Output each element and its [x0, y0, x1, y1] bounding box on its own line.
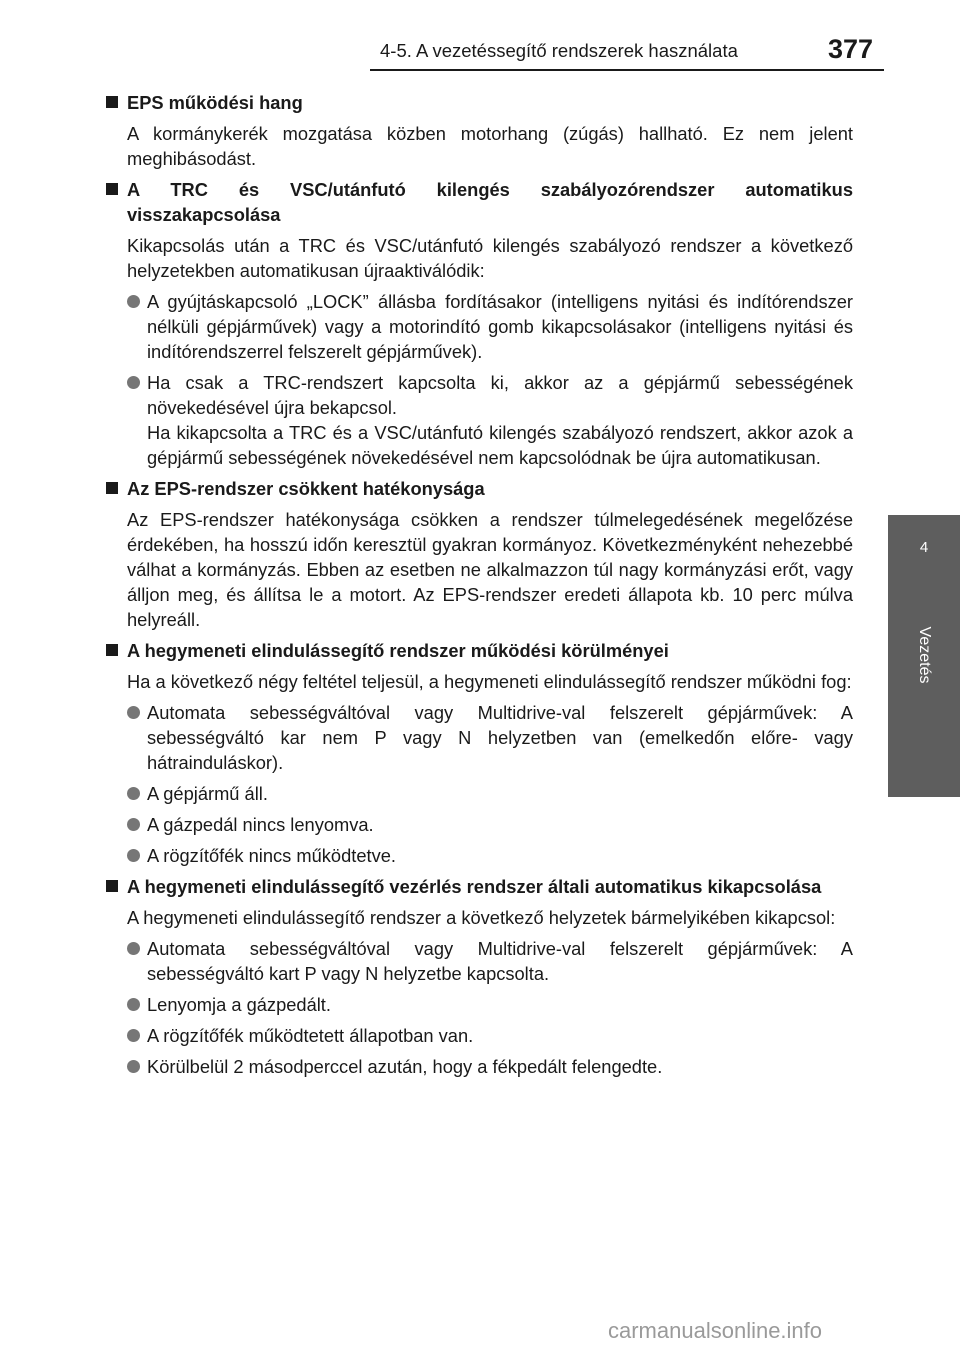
section-heading-text: Az EPS-rendszer csökkent hatékonysága: [127, 478, 485, 499]
circle-bullet-icon: [127, 1029, 140, 1042]
bullet-item: [106, 936, 853, 986]
chapter-label: Vezetés: [916, 626, 933, 684]
bullet-item: [106, 812, 853, 837]
bullet-item: [106, 843, 853, 868]
text-line: A gázpedál nincs lenyomva.: [147, 814, 374, 835]
text-line: Automata sebességváltóval vagy Multidrive-val felszerelt gépjárművek: A sebességváltó kar nem P vagy N helyzetben van (emelkedőn előre- vagy hátrainduláskor).: [147, 702, 853, 773]
paragraph: [106, 905, 853, 930]
watermark: carmanualsonline.info: [608, 1318, 823, 1343]
circle-bullet-icon: [127, 942, 140, 955]
circle-bullet-icon: [127, 295, 140, 308]
bullet-item: [106, 370, 853, 470]
bullet-item: [106, 700, 853, 775]
text-line: Lenyomja a gázpedált.: [147, 994, 331, 1015]
section: [106, 638, 853, 868]
square-bullet-icon: [106, 482, 118, 494]
paragraph: [106, 121, 853, 171]
page-header: [0, 0, 880, 66]
section: [106, 476, 853, 632]
text-line: Kikapcsolás után a TRC és VSC/utánfutó kilengés szabályozó rendszer a következő helyzetekben automatikusan újraaktiválódik:: [127, 235, 853, 281]
section: [106, 90, 853, 171]
section-heading: [106, 476, 853, 501]
chapter-title: 4-5. A vezetéssegítő rendszerek használata: [380, 40, 738, 61]
circle-bullet-icon: [127, 706, 140, 719]
section-heading-text: A hegymeneti elindulássegítő rendszer működési körülményei: [127, 640, 669, 661]
circle-bullet-icon: [127, 849, 140, 862]
text-line: A kormánykerék mozgatása közben motorhang (zúgás) hallható. Ez nem jelent meghibásodást.: [127, 123, 853, 169]
square-bullet-icon: [106, 96, 118, 108]
section: [106, 874, 853, 1079]
circle-bullet-icon: [127, 787, 140, 800]
section-heading-text: A hegymeneti elindulássegítő vezérlés rendszer általi automatikus kikapcsolása: [127, 876, 822, 897]
paragraph: [106, 669, 853, 694]
text-line: Körülbelül 2 másodperccel azután, hogy a fékpedált felengedte.: [147, 1056, 663, 1077]
chapter-side-tab: [888, 515, 960, 797]
paragraph: [106, 507, 853, 632]
header-divider: [370, 69, 884, 71]
chapter-number: 4: [919, 539, 929, 556]
circle-bullet-icon: [127, 376, 140, 389]
section-heading: [106, 177, 853, 227]
text-line: A gépjármű áll.: [147, 783, 268, 804]
text-line: A hegymeneti elindulássegítő rendszer a következő helyzetek bármelyikében kikapcsol:: [127, 907, 836, 928]
bullet-item: [106, 1054, 853, 1079]
page-number: 377: [828, 34, 874, 64]
text-line: Ha csak a TRC-rendszert kapcsolta ki, akkor az a gépjármű sebességének növekedésével újra bekapcsol.: [147, 372, 853, 418]
paragraph: [106, 233, 853, 283]
circle-bullet-icon: [127, 818, 140, 831]
square-bullet-icon: [106, 880, 118, 892]
circle-bullet-icon: [127, 998, 140, 1011]
section-heading-text: A TRC és VSC/utánfutó kilengés szabályozórendszer automatikus visszakapcsolása: [127, 179, 853, 225]
section-heading-text: EPS működési hang: [127, 92, 303, 113]
text-line: Ha kikapcsolta a TRC és a VSC/utánfutó kilengés szabályozó rendszert, akkor azok a gépjármű sebességének növekedésével nem kapcsolódnak be újra automatikusan.: [147, 422, 853, 468]
circle-bullet-icon: [127, 1060, 140, 1073]
square-bullet-icon: [106, 183, 118, 195]
square-bullet-icon: [106, 644, 118, 656]
section-heading: [106, 874, 853, 899]
section-heading: [106, 638, 853, 663]
bullet-item: [106, 289, 853, 364]
text-line: Automata sebességváltóval vagy Multidrive-val felszerelt gépjárművek: A sebességváltó kart P vagy N helyzetbe kapcsolta.: [147, 938, 853, 984]
text-line: A gyújtáskapcsoló „LOCK” állásba fordításakor (intelligens nyitási és indítórendszer nélküli gépjárművek) vagy a motorindító gomb kikapcsolásakor (intelligens nyitási és indítórendszerrel felszerelt gépjárművek).: [147, 291, 853, 362]
section: [106, 177, 853, 470]
bullet-item: [106, 1023, 853, 1048]
text-line: A rögzítőfék nincs működtetve.: [147, 845, 396, 866]
text-line: Az EPS-rendszer hatékonysága csökken a rendszer túlmelegedésének megelőzése érdekében, ha hosszú időn keresztül gyakran kormányoz. Következményként nehezebbé válhat a kormányzás. Ebben az esetben ne alkalmazzon túl nagy kormányzási erőt, vagy álljon meg, és állítsa le a motort. Az EPS-rendszer eredeti állapota kb. 10 perc múlva helyreáll.: [127, 509, 853, 630]
text-line: A rögzítőfék működtetett állapotban van.: [147, 1025, 474, 1046]
text-line: Ha a következő négy feltétel teljesül, a hegymeneti elindulássegítő rendszer működni fog:: [127, 671, 852, 692]
bullet-item: [106, 992, 853, 1017]
bullet-item: [106, 781, 853, 806]
section-heading: [106, 90, 853, 115]
page-content: [106, 90, 853, 1085]
